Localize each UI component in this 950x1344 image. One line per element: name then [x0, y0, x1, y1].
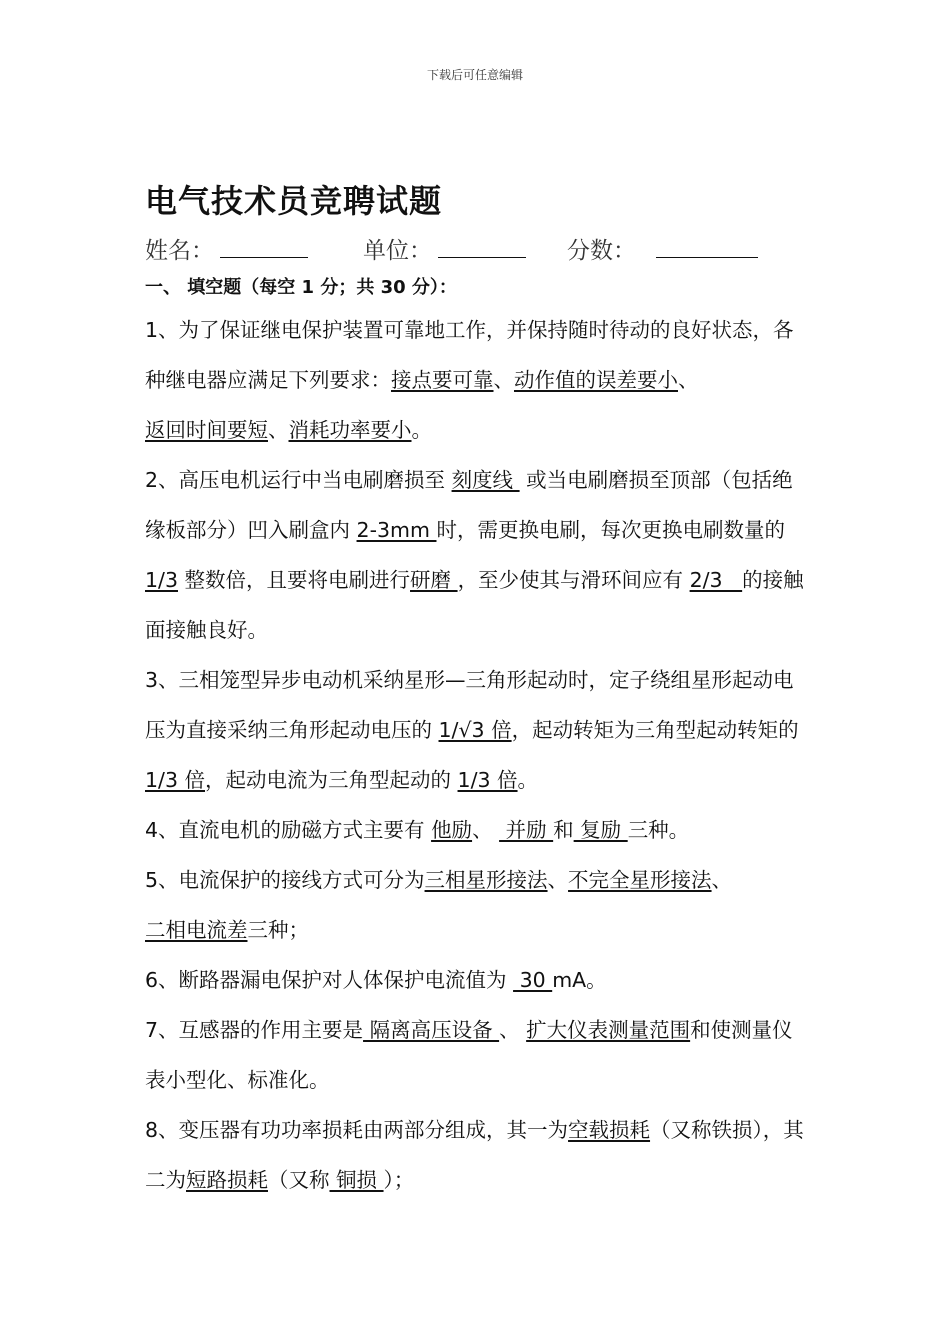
question-text: ，至少使其与滑环间应有: [457, 568, 690, 592]
name-label: 姓名：: [145, 238, 214, 264]
question-6: [145, 955, 810, 1005]
question-text: 时，需更换电刷，每次更换电刷数量的: [436, 518, 785, 542]
answer-text: 隔离高压设备: [363, 1018, 500, 1042]
question-list: [145, 305, 810, 1205]
answer-text: 消耗功率要小: [288, 418, 412, 442]
answer-text: 接点要可靠: [391, 368, 494, 392]
question-text: 、: [499, 1018, 527, 1042]
question-text: 7、互感器的作用主要是: [145, 1018, 364, 1042]
question-text: 、: [268, 418, 289, 442]
answer-text: 刻度线: [451, 468, 520, 492]
question-text: 、: [493, 368, 514, 392]
question-text: （又称铁损），其二为: [145, 1118, 804, 1192]
question-text: （又称: [268, 1168, 330, 1192]
unit-field: [363, 232, 526, 265]
answer-text: 空载损耗: [568, 1118, 651, 1142]
answer-text: 1/3 倍: [145, 768, 206, 792]
question-1: [145, 305, 810, 455]
page-header: 下载后可任意编辑: [426, 68, 523, 82]
name-blank: [220, 235, 308, 258]
answer-text: 1/3: [145, 568, 178, 592]
question-text: 整数倍，且要将电刷进行: [178, 568, 411, 592]
question-text: ）；: [383, 1168, 415, 1192]
score-blank: [656, 235, 758, 258]
unit-blank: [438, 235, 526, 258]
score-field: [567, 232, 758, 265]
name-field: [145, 232, 308, 265]
question-text: 或当电刷磨损至顶部（包括绝缘板部分）凹入刷盒内: [145, 468, 793, 542]
section-heading: 一、 填空题（每空 1 分；共 30 分）：: [145, 277, 457, 298]
answer-text: 他励: [431, 818, 473, 842]
question-text: 和: [553, 818, 574, 842]
question-text: 5、电流保护的接线方式可分为: [145, 868, 425, 892]
question-text: 和使测量仪表小型化、标准化。: [145, 1018, 793, 1092]
answer-text: 研磨: [410, 568, 458, 592]
answer-text: 不完全星形接法: [568, 868, 712, 892]
question-text: mA。: [552, 968, 607, 992]
question-text: 1、为了保证继电保护装置可靠地工作，并保持随时待动的良好状态，各种继电器应满足下列要求：: [145, 318, 794, 392]
question-text: 的接触面接触良好。: [145, 568, 804, 642]
question-text: 4、直流电机的励磁方式主要有: [145, 818, 432, 842]
answer-text: 二相电流差: [145, 918, 248, 942]
answer-text: 短路损耗: [186, 1168, 268, 1192]
question-8: [145, 1105, 810, 1205]
answer-text: 复励: [573, 818, 628, 842]
question-text: 、: [472, 818, 500, 842]
question-text: 3、三相笼型异步电动机采纳星形—三角形起动时，定子绕组星形起动电压为直接采纳三角形起动电压的: [145, 668, 794, 742]
answer-text: 1/3 倍: [457, 768, 518, 792]
question-text: 。: [517, 768, 539, 792]
page-title: 电气技术员竞聘试题: [145, 182, 443, 220]
answer-text: 动作值的误差要小: [514, 368, 678, 392]
question-text: 2、高压电机运行中当电刷磨损至: [145, 468, 452, 492]
answer-text: 返回时间要短: [145, 418, 268, 442]
question-text: 、: [547, 868, 569, 892]
question-3: [145, 655, 810, 805]
answer-text: 2-3mm: [356, 518, 437, 542]
question-text: 三种。: [627, 818, 690, 842]
score-label: 分数：: [567, 238, 636, 264]
question-text: 、: [711, 868, 733, 892]
question-2: [145, 455, 810, 655]
question-7: [145, 1005, 810, 1105]
answer-text: 并励: [499, 818, 554, 842]
question-text: 。: [411, 418, 432, 442]
answer-text: 铜损: [329, 1168, 384, 1192]
question-text: 、: [678, 368, 699, 392]
answer-text: 三相星形接法: [424, 868, 548, 892]
question-4: [145, 805, 810, 855]
answer-text: 2/3: [689, 568, 743, 592]
candidate-info-row: [145, 232, 825, 268]
question-text: 6、断路器漏电保护对人体保护电流值为: [145, 968, 514, 992]
question-text: 8、变压器有功功率损耗由两部分组成，其一为: [145, 1118, 569, 1142]
question-text: 三种；: [247, 918, 309, 942]
question-5: [145, 855, 810, 955]
answer-text: 30: [513, 968, 553, 992]
answer-text: 扩大仪表测量范围: [526, 1018, 691, 1042]
question-text: ，起动电流为三角型起动的: [205, 768, 458, 792]
question-text: ，起动转矩为三角型起动转矩的: [511, 718, 799, 742]
unit-label: 单位：: [363, 238, 432, 264]
answer-text: 1/√3 倍: [438, 718, 512, 742]
